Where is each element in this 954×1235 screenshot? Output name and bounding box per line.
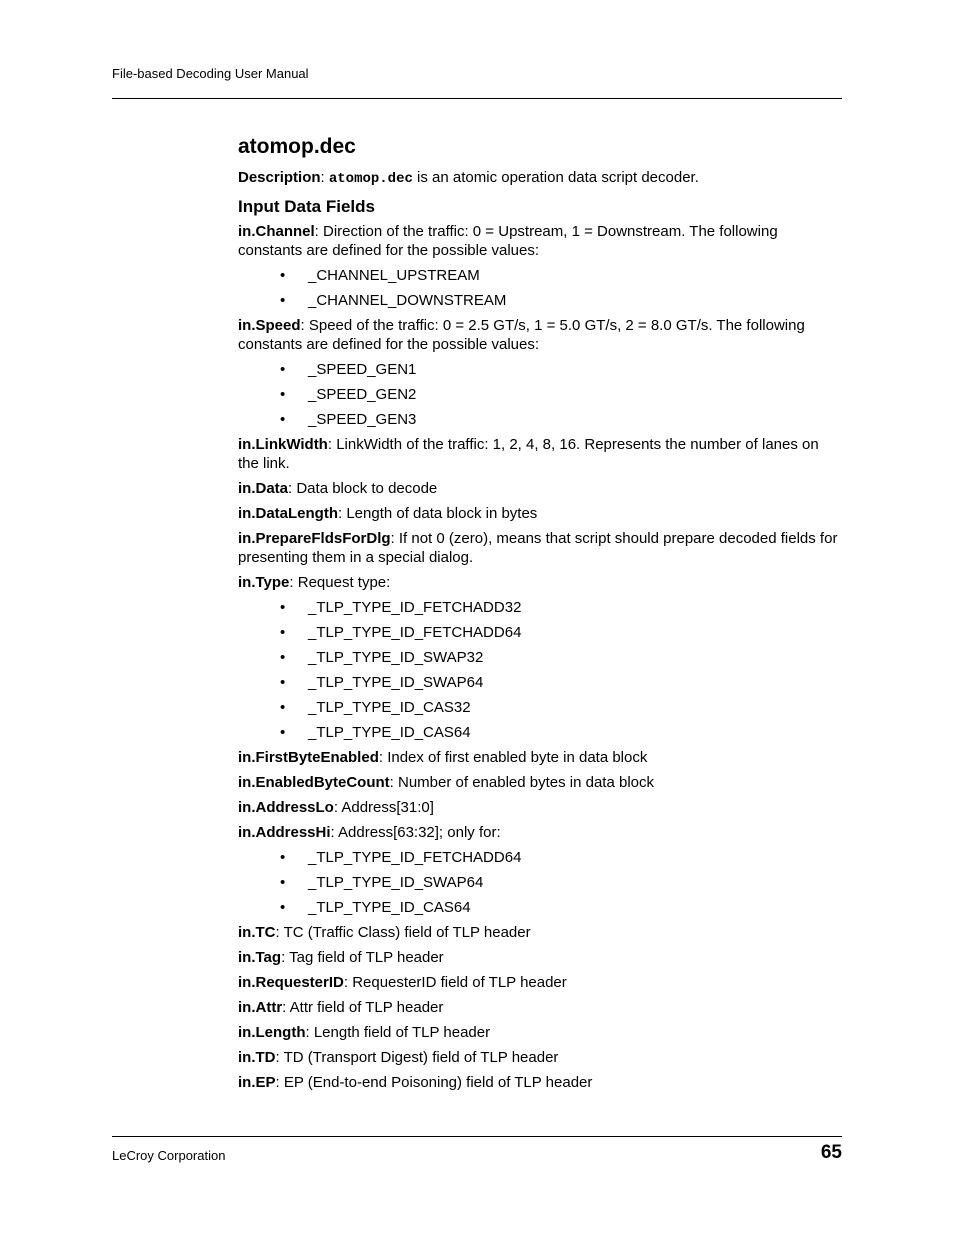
- list-item: [238, 648, 842, 667]
- field-name: in.Channel: [238, 223, 315, 240]
- field-name: in.Type: [238, 574, 290, 591]
- section-heading: atomop.dec: [238, 135, 356, 158]
- list-item: [238, 848, 842, 867]
- bullet: •: [280, 361, 286, 378]
- bullet: •: [280, 599, 286, 616]
- field-desc: : LinkWidth of the traffic: 1, 2, 4, 8, 16. Represents the number of lanes on the link.: [238, 436, 819, 472]
- field-name: in.PrepareFldsForDlg: [238, 530, 391, 547]
- field-td: [238, 1048, 842, 1067]
- field-name: in.AddressLo: [238, 799, 334, 816]
- description-text: is an atomic operation data script decoder.: [412, 169, 699, 186]
- field-desc: : TD (Transport Digest) field of TLP header: [275, 1049, 559, 1066]
- list-item: [238, 385, 842, 404]
- field-datalength: [238, 504, 842, 523]
- field-desc: : Address[31:0]: [333, 799, 434, 816]
- list-item: [238, 673, 842, 692]
- field-name: in.DataLength: [238, 505, 338, 522]
- list-item: [238, 623, 842, 642]
- field-name: in.Data: [238, 480, 289, 497]
- field-attr: [238, 998, 842, 1017]
- field-name: in.Attr: [238, 999, 283, 1016]
- list-item: [238, 873, 842, 892]
- field-requesterid: [238, 973, 842, 992]
- field-name: in.Tag: [238, 949, 282, 966]
- field-desc: : TC (Traffic Class) field of TLP header: [275, 924, 531, 941]
- bullet: •: [280, 699, 286, 716]
- field-name: in.AddressHi: [238, 824, 331, 841]
- subsection-heading: Input Data Fields: [238, 197, 375, 216]
- field-name: in.TD: [238, 1049, 276, 1066]
- field-firstbyteenabled: [238, 748, 842, 767]
- field-enabledbytecount: [238, 773, 842, 792]
- description-paragraph: Description: atomop.dec is an atomic operation data script decoder.: [238, 169, 699, 187]
- list-item-text: _CHANNEL_UPSTREAM: [308, 267, 480, 284]
- header-rule: [112, 98, 842, 99]
- field-tc: [238, 923, 842, 942]
- bullet: •: [280, 724, 286, 741]
- bullet: •: [280, 649, 286, 666]
- list-item: [238, 266, 842, 285]
- speed-values-list: [238, 360, 842, 429]
- field-addresshi: [238, 823, 842, 842]
- field-desc: : Tag field of TLP header: [281, 949, 444, 966]
- list-item-text: _SPEED_GEN3: [308, 411, 417, 428]
- bullet: •: [280, 874, 286, 891]
- bullet: •: [280, 411, 286, 428]
- field-desc: : Address[63:32]; only for:: [330, 824, 501, 841]
- list-item-text: _TLP_TYPE_ID_CAS32: [308, 699, 471, 716]
- footer-company: LeCroy Corporation: [112, 1148, 226, 1163]
- field-desc: : RequesterID field of TLP header: [343, 974, 567, 991]
- bullet: •: [280, 386, 286, 403]
- list-item-text: _SPEED_GEN1: [308, 361, 417, 378]
- addresshi-values-list: [238, 848, 842, 917]
- field-name: in.Length: [238, 1024, 306, 1041]
- field-addresslo: [238, 798, 842, 817]
- bullet: •: [280, 849, 286, 866]
- field-data: [238, 479, 842, 498]
- list-item-text: _TLP_TYPE_ID_SWAP64: [308, 674, 484, 691]
- field-speed: [238, 316, 842, 354]
- description-label: Description: [238, 169, 321, 186]
- page-number: 65: [820, 1142, 842, 1163]
- list-item-text: _TLP_TYPE_ID_SWAP64: [308, 874, 484, 891]
- bullet: •: [280, 267, 286, 284]
- list-item-text: _TLP_TYPE_ID_FETCHADD32: [308, 599, 522, 616]
- field-desc: : Attr field of TLP header: [282, 999, 444, 1016]
- list-item: [238, 598, 842, 617]
- field-desc: : Number of enabled bytes in data block: [389, 774, 654, 791]
- field-ep: [238, 1073, 842, 1092]
- field-name: in.Speed: [238, 317, 301, 334]
- list-item: [238, 698, 842, 717]
- field-name: in.TC: [238, 924, 276, 941]
- list-item-text: _SPEED_GEN2: [308, 386, 417, 403]
- field-desc: : Request type:: [289, 574, 391, 591]
- field-desc: : If not 0 (zero), means that script should prepare decoded fields for presenting them in a special dialog.: [238, 530, 838, 566]
- list-item-text: _CHANNEL_DOWNSTREAM: [308, 292, 507, 309]
- field-channel: [238, 222, 842, 260]
- field-name: in.FirstByteEnabled: [238, 749, 379, 766]
- list-item-text: _TLP_TYPE_ID_CAS64: [308, 724, 471, 741]
- field-desc: : Data block to decode: [288, 480, 438, 497]
- list-item: [238, 898, 842, 917]
- field-type: [238, 573, 842, 592]
- list-item-text: _TLP_TYPE_ID_SWAP32: [308, 649, 484, 666]
- page-content: [238, 133, 842, 1098]
- list-item: [238, 360, 842, 379]
- field-length: [238, 1023, 842, 1042]
- field-desc: : Length field of TLP header: [305, 1024, 491, 1041]
- bullet: •: [280, 292, 286, 309]
- list-item-text: _TLP_TYPE_ID_FETCHADD64: [308, 624, 522, 641]
- channel-values-list: [238, 266, 842, 310]
- field-name: in.RequesterID: [238, 974, 344, 991]
- field-name: in.EnabledByteCount: [238, 774, 390, 791]
- bullet: •: [280, 624, 286, 641]
- field-desc: : Index of first enabled byte in data block: [378, 749, 648, 766]
- footer-rule: [112, 1136, 842, 1137]
- field-desc: : Speed of the traffic: 0 = 2.5 GT/s, 1 = 5.0 GT/s, 2 = 8.0 GT/s. The following constants are defined for the possible values:: [238, 317, 805, 353]
- field-desc: : Direction of the traffic: 0 = Upstream, 1 = Downstream. The following constants are defined for the possible values:: [238, 223, 778, 259]
- bullet: •: [280, 674, 286, 691]
- field-tag: [238, 948, 842, 967]
- field-desc: : EP (End-to-end Poisoning) field of TLP header: [275, 1074, 593, 1091]
- field-linkwidth: [238, 435, 842, 473]
- bullet: •: [280, 899, 286, 916]
- list-item: [238, 723, 842, 742]
- list-item-text: _TLP_TYPE_ID_CAS64: [308, 899, 471, 916]
- type-values-list: [238, 598, 842, 742]
- description-code: atomop.dec: [328, 171, 413, 187]
- list-item: [238, 291, 842, 310]
- field-preparefldsfordlg: [238, 529, 842, 567]
- field-name: in.EP: [238, 1074, 276, 1091]
- running-header: File-based Decoding User Manual: [112, 66, 309, 81]
- field-desc: : Length of data block in bytes: [338, 505, 538, 522]
- field-name: in.LinkWidth: [238, 436, 328, 453]
- list-item: [238, 410, 842, 429]
- list-item-text: _TLP_TYPE_ID_FETCHADD64: [308, 849, 522, 866]
